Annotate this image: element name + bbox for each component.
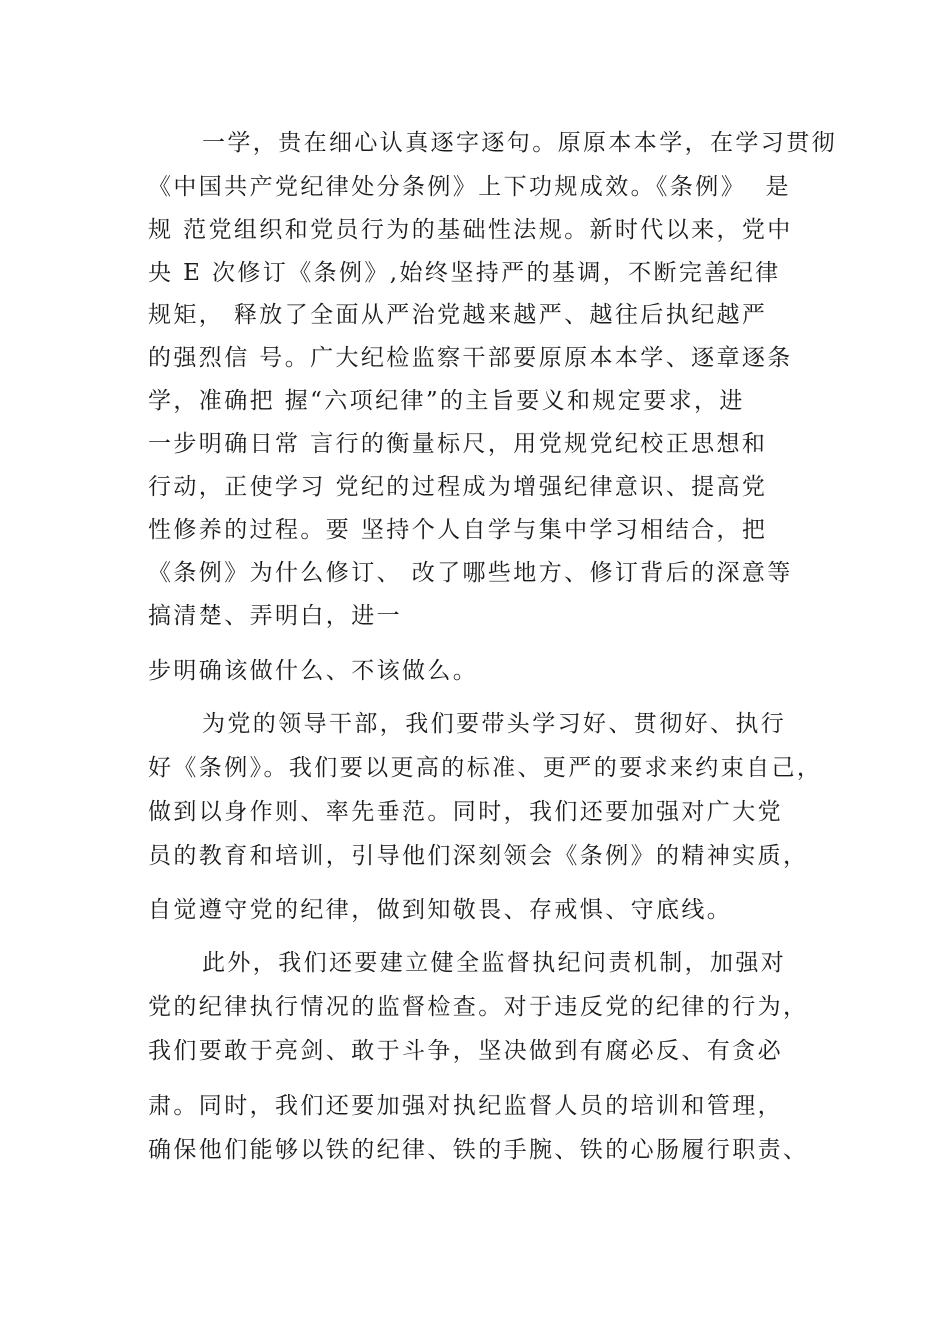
paragraph-1-line-1: 一学，贵在细心认真逐字逐句。原原本本学，在学习贯彻 [202, 130, 837, 156]
paragraph-3-line-2: 党的纪律执行情况的监督检查。对于违反党的纪律的行为， [148, 994, 809, 1020]
paragraph-2-line-2: 好《条例》。我们要以更高的标准、更严的要求来约束自己， [148, 755, 823, 781]
paragraph-3-line-3: 我们要敢于亮剑、敢于斗争，坚决做到有腐必反、有贪必 [148, 1038, 783, 1064]
paragraph-3-line-5: 确保他们能够以铁的纪律、铁的手腕、铁的心肠履行职责、 [148, 1137, 809, 1163]
paragraph-1-line-9: 行动，正使学习 党纪的过程成为增强纪律意识、提高党 [148, 474, 768, 500]
paragraph-1-line-2: 《中国共产党纪律处分条例》上下功规成效。《条例》 是 [148, 174, 791, 200]
paragraph-1-line-10: 性修养的过程。要 坚持个人自学与集中学习相结合，把 [148, 517, 768, 543]
paragraph-3-line-4: 肃。同时，我们还要加强对执纪监督人员的培训和管理， [148, 1093, 783, 1119]
paragraph-2-line-4: 员的教育和培训，引导他们深刻领会《条例》的精神实质， [148, 843, 809, 869]
paragraph-1-line-13: 步明确该做什么、不该做么。 [148, 658, 479, 684]
paragraph-2-line-5: 自觉遵守党的纪律，做到知敬畏、存戒惧、守底线。 [148, 897, 733, 923]
paragraph-1-line-5: 规矩， 释放了全面从严治党越来越严、越往后执纪越严 [148, 302, 768, 328]
paragraph-1-line-4: 央 E 次修订《条例》,始终坚持严的基调，不断完善纪律 [148, 260, 781, 286]
paragraph-2-line-1: 为党的领导干部，我们要带头学习好、贯彻好、执行 [202, 711, 787, 737]
paragraph-1-line-6: 的强烈信 号。广大纪检监察干部要原原本本学、逐章逐条 [148, 345, 793, 371]
paragraph-1-line-12: 搞清楚、弄明白，进一 [148, 603, 402, 629]
paragraph-2-line-3: 做到以身作则、率先垂范。同时，我们还要加强对广大党 [148, 799, 783, 825]
paragraph-1-line-8: 一步明确日常 言行的衡量标尺，用党规党纪校正思想和 [148, 431, 768, 457]
paragraph-3-line-1: 此外，我们还要建立健全监督执纪问责机制，加强对 [202, 950, 787, 976]
paragraph-1-line-11: 《条例》为什么修订、 改了哪些地方、修订背后的深意等 [148, 560, 793, 586]
paragraph-1-line-3: 规 范党组织和党员行为的基础性法规。新时代以来，党中 [148, 217, 793, 243]
paragraph-1-line-7: 学，准确把 握“六项纪律”的主旨要义和规定要求，进 [148, 388, 745, 414]
